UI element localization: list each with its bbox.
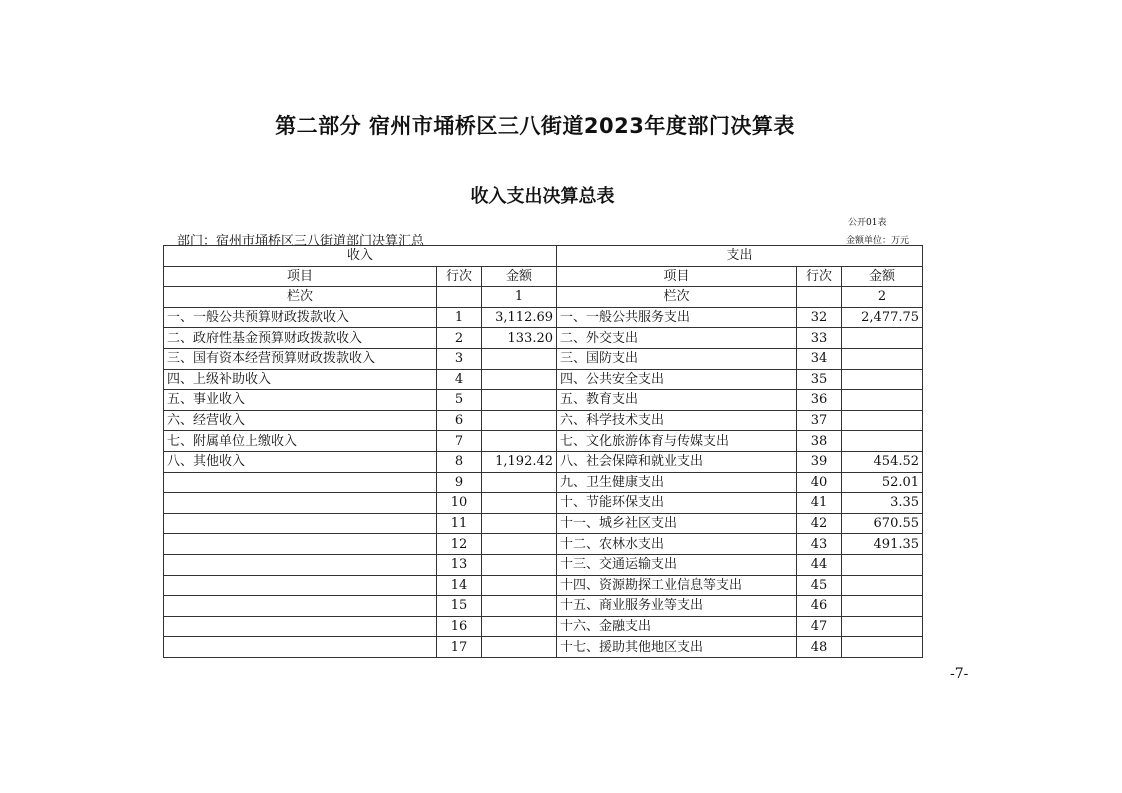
- expense-amount-cell: [842, 369, 923, 390]
- expense-item-cell: 十一、城乡社区支出: [557, 513, 797, 534]
- expense-line-cell: 43: [797, 534, 842, 555]
- table-row: [164, 348, 923, 369]
- expense-item-cell: 九、卫生健康支出: [557, 472, 797, 493]
- expense-line-cell: 32: [797, 307, 842, 328]
- income-item-cell: [164, 616, 437, 637]
- income-amount-column-header: 金额: [482, 266, 557, 287]
- table-row: [164, 493, 923, 514]
- expense-item-cell: 五、教育支出: [557, 390, 797, 411]
- income-amount-cell: [482, 596, 557, 617]
- expense-amount-cell: [842, 575, 923, 596]
- income-amount-cell: [482, 390, 557, 411]
- income-amount-cell: [482, 616, 557, 637]
- income-item-cell: [164, 534, 437, 555]
- expense-item-cell: 十四、资源勘探工业信息等支出: [557, 575, 797, 596]
- expense-item-cell: 一、一般公共服务支出: [557, 307, 797, 328]
- column-number-row: [164, 287, 923, 308]
- income-line-cell: 6: [437, 410, 482, 431]
- income-section-header: 收入: [164, 246, 557, 267]
- expense-amount-cell: [842, 348, 923, 369]
- income-item-cell: 五、事业收入: [164, 390, 437, 411]
- income-item-cell: [164, 596, 437, 617]
- income-amount-cell: [482, 554, 557, 575]
- income-column-number: 1: [482, 287, 557, 308]
- page-title: 第二部分 宿州市埇桥区三八街道2023年度部门决算表: [275, 114, 795, 138]
- page-number: -7-: [950, 666, 969, 682]
- table-row: [164, 596, 923, 617]
- table-row: [164, 431, 923, 452]
- expense-amount-cell: 3.35: [842, 493, 923, 514]
- expense-lanci-empty-cell: [797, 287, 842, 308]
- income-item-cell: 七、附属单位上缴收入: [164, 431, 437, 452]
- income-item-cell: [164, 637, 437, 658]
- expense-amount-cell: 491.35: [842, 534, 923, 555]
- expense-line-cell: 41: [797, 493, 842, 514]
- table-row: [164, 554, 923, 575]
- income-item-cell: [164, 493, 437, 514]
- income-amount-cell: 133.20: [482, 328, 557, 349]
- expense-line-cell: 38: [797, 431, 842, 452]
- expense-amount-cell: [842, 616, 923, 637]
- expense-line-column-header: 行次: [797, 266, 842, 287]
- expense-amount-cell: 454.52: [842, 451, 923, 472]
- expense-item-cell: 二、外交支出: [557, 328, 797, 349]
- expense-amount-cell: [842, 637, 923, 658]
- table-title: 收入支出决算总表: [470, 186, 615, 207]
- income-item-cell: 一、一般公共预算财政拨款收入: [164, 307, 437, 328]
- income-amount-cell: [482, 575, 557, 596]
- expense-line-cell: 35: [797, 369, 842, 390]
- expense-line-cell: 42: [797, 513, 842, 534]
- expense-line-cell: 45: [797, 575, 842, 596]
- income-item-cell: [164, 513, 437, 534]
- expense-amount-column-header: 金额: [842, 266, 923, 287]
- income-line-cell: 10: [437, 493, 482, 514]
- expense-line-cell: 40: [797, 472, 842, 493]
- income-lanci-label: 栏次: [164, 287, 437, 308]
- income-line-cell: 11: [437, 513, 482, 534]
- expense-item-cell: 十五、商业服务业等支出: [557, 596, 797, 617]
- expense-amount-cell: 670.55: [842, 513, 923, 534]
- income-item-cell: [164, 575, 437, 596]
- expense-item-cell: 十七、援助其他地区支出: [557, 637, 797, 658]
- income-amount-cell: [482, 534, 557, 555]
- expense-item-cell: 三、国防支出: [557, 348, 797, 369]
- income-line-cell: 13: [437, 554, 482, 575]
- income-line-cell: 16: [437, 616, 482, 637]
- expense-item-cell: 六、科学技术支出: [557, 410, 797, 431]
- expense-amount-cell: 2,477.75: [842, 307, 923, 328]
- expense-amount-cell: [842, 390, 923, 411]
- table-row: [164, 369, 923, 390]
- table-row: [164, 575, 923, 596]
- income-amount-cell: [482, 348, 557, 369]
- table-row: [164, 534, 923, 555]
- income-item-cell: [164, 472, 437, 493]
- income-item-cell: 三、国有资本经营预算财政拨款收入: [164, 348, 437, 369]
- table-row: [164, 307, 923, 328]
- income-line-cell: 15: [437, 596, 482, 617]
- income-item-cell: 四、上级补助收入: [164, 369, 437, 390]
- table-row: [164, 451, 923, 472]
- income-amount-cell: 3,112.69: [482, 307, 557, 328]
- income-line-cell: 4: [437, 369, 482, 390]
- income-item-cell: 八、其他收入: [164, 451, 437, 472]
- income-line-cell: 9: [437, 472, 482, 493]
- income-amount-cell: [482, 369, 557, 390]
- expense-section-header: 支出: [557, 246, 923, 267]
- expense-line-cell: 39: [797, 451, 842, 472]
- income-line-cell: 17: [437, 637, 482, 658]
- expense-item-cell: 四、公共安全支出: [557, 369, 797, 390]
- form-code-label: 公开01表: [848, 218, 887, 228]
- income-amount-cell: [482, 472, 557, 493]
- expense-item-column-header: 项目: [557, 266, 797, 287]
- expense-amount-cell: 52.01: [842, 472, 923, 493]
- income-amount-cell: [482, 513, 557, 534]
- expense-line-cell: 34: [797, 348, 842, 369]
- expense-item-cell: 十二、农林水支出: [557, 534, 797, 555]
- expense-amount-cell: [842, 431, 923, 452]
- table-body: [164, 307, 923, 657]
- income-item-cell: 二、政府性基金预算财政拨款收入: [164, 328, 437, 349]
- income-amount-cell: [482, 637, 557, 658]
- income-item-column-header: 项目: [164, 266, 437, 287]
- income-line-cell: 7: [437, 431, 482, 452]
- department-label: 部门：宿州市埇桥区三八街道部门决算汇总: [177, 234, 425, 249]
- expense-amount-cell: [842, 410, 923, 431]
- expense-line-cell: 37: [797, 410, 842, 431]
- income-item-cell: [164, 554, 437, 575]
- income-item-cell: 六、经营收入: [164, 410, 437, 431]
- amount-unit-label: 金额单位：万元: [846, 236, 910, 246]
- table-row: [164, 390, 923, 411]
- income-line-cell: 14: [437, 575, 482, 596]
- expense-line-cell: 48: [797, 637, 842, 658]
- income-amount-cell: [482, 493, 557, 514]
- expense-item-cell: 十三、交通运输支出: [557, 554, 797, 575]
- expense-amount-cell: [842, 596, 923, 617]
- expense-item-cell: 七、文化旅游体育与传媒支出: [557, 431, 797, 452]
- table-row: [164, 472, 923, 493]
- income-line-cell: 8: [437, 451, 482, 472]
- expense-item-cell: 十、节能环保支出: [557, 493, 797, 514]
- table-row: [164, 637, 923, 658]
- expense-item-cell: 十六、金融支出: [557, 616, 797, 637]
- income-amount-cell: [482, 410, 557, 431]
- expense-column-number: 2: [842, 287, 923, 308]
- table-row: [164, 410, 923, 431]
- table-column-header-row: [164, 266, 923, 287]
- expense-line-cell: 44: [797, 554, 842, 575]
- income-line-cell: 2: [437, 328, 482, 349]
- income-amount-cell: 1,192.42: [482, 451, 557, 472]
- table-section-header-row: [164, 246, 923, 267]
- expense-line-cell: 46: [797, 596, 842, 617]
- income-line-column-header: 行次: [437, 266, 482, 287]
- income-lanci-empty-cell: [437, 287, 482, 308]
- expense-line-cell: 33: [797, 328, 842, 349]
- income-amount-cell: [482, 431, 557, 452]
- income-line-cell: 1: [437, 307, 482, 328]
- expense-line-cell: 47: [797, 616, 842, 637]
- expense-line-cell: 36: [797, 390, 842, 411]
- income-line-cell: 12: [437, 534, 482, 555]
- expense-item-cell: 八、社会保障和就业支出: [557, 451, 797, 472]
- income-line-cell: 5: [437, 390, 482, 411]
- income-line-cell: 3: [437, 348, 482, 369]
- table-row: [164, 616, 923, 637]
- table-row: [164, 513, 923, 534]
- expense-lanci-label: 栏次: [557, 287, 797, 308]
- table-row: [164, 328, 923, 349]
- expense-amount-cell: [842, 328, 923, 349]
- expense-amount-cell: [842, 554, 923, 575]
- income-expense-table: [163, 245, 923, 658]
